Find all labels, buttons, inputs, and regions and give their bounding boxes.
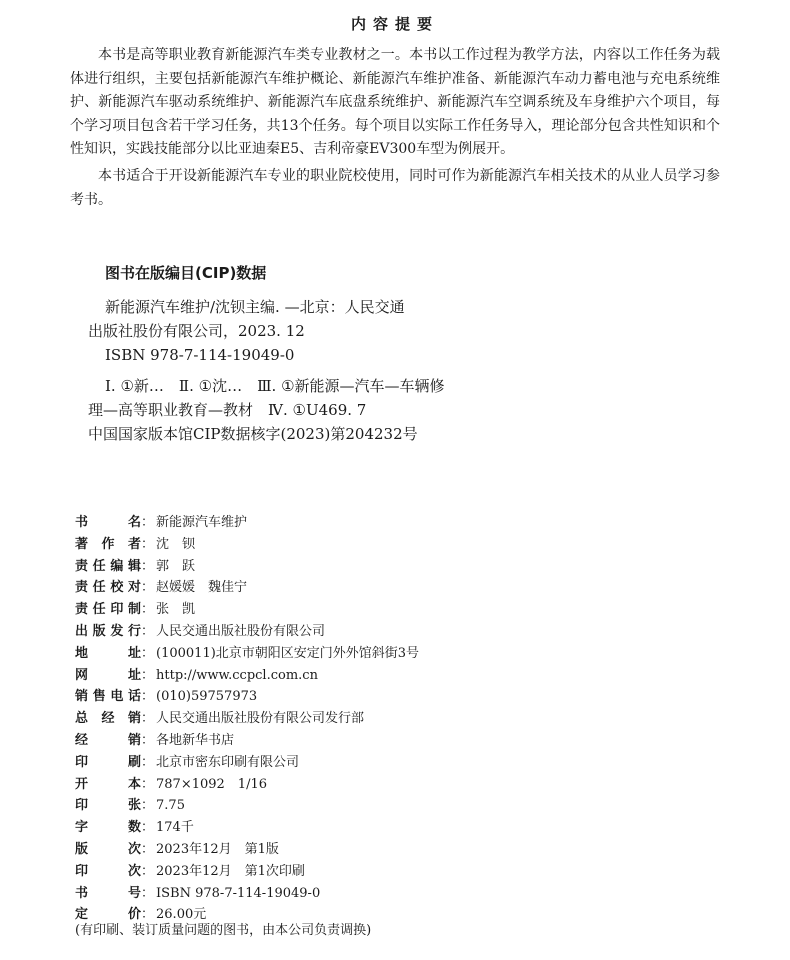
meta-key — [75, 512, 141, 534]
meta-colon: ： — [141, 754, 155, 770]
meta-colon: ： — [141, 623, 155, 639]
meta-key-char: 经 — [101, 711, 115, 727]
meta-colon: ： — [141, 732, 155, 748]
meta-value: 7.75 — [156, 798, 185, 814]
summary — [70, 44, 720, 215]
meta-colon: ： — [141, 841, 155, 857]
cip-class-line: 理—高等职业教育—教材 Ⅳ. ①U469. 7 — [88, 401, 367, 419]
meta-key — [75, 577, 141, 599]
meta-value: 2023年12月 第1次印刷 — [156, 863, 305, 879]
meta-colon: ： — [141, 885, 155, 901]
meta-key — [75, 556, 141, 578]
meta-key-char: 定 — [75, 907, 89, 923]
meta-key — [75, 730, 141, 752]
meta-value: 2023年12月 第1版 — [156, 841, 279, 857]
meta-key-char: 销 — [75, 689, 89, 705]
meta-row — [75, 665, 575, 687]
meta-key-char: 印 — [75, 754, 89, 770]
summary-paragraph: 本书是高等职业教育新能源汽车类专业教材之一。本书以工作过程为教学方法，内容以工作任务为载体进行组织，主要包括新能源汽车维护概论、新能源汽车维护准备、新能源汽车动力蓄电池与充电系统维护、新能源汽车驱动系统维护、新能源汽车底盘系统维护、新能源汽车空调系统及车身维护六个项目，每个学习项目包含若干学习任务，共13个任务。每个项目以实际工作任务导入，理论部分包含共性知识和个性知识，实践技能部分以比亚迪秦E5、吉利帝豪EV300车型为例展开。 — [70, 47, 720, 158]
meta-value: 北京市密东印刷有限公司 — [156, 754, 300, 770]
meta-key-char: 网 — [75, 667, 89, 683]
meta-key-char: 经 — [75, 732, 89, 748]
meta-colon: ： — [141, 667, 155, 683]
meta-row — [75, 795, 575, 817]
cip-isbn: ISBN 978-7-114-19049-0 — [105, 346, 295, 364]
meta-value: 赵媛媛 魏佳宁 — [156, 580, 248, 596]
meta-key-char: 对 — [127, 580, 141, 596]
meta-key-char: 编 — [110, 558, 124, 574]
meta-row — [75, 577, 575, 599]
meta-colon: ： — [141, 820, 155, 836]
meta-key-char: 责 — [75, 558, 89, 574]
cip-class-line: Ⅰ. ①新… Ⅱ. ①沈… Ⅲ. ①新能源—汽车—车辆修 — [105, 377, 445, 395]
meta-row — [75, 839, 575, 861]
meta-key-char: 数 — [127, 820, 141, 836]
meta-key-char: 张 — [127, 798, 141, 814]
meta-colon: ： — [141, 515, 155, 530]
meta-colon: ： — [141, 645, 155, 661]
meta-key-char: 著 — [75, 536, 89, 552]
cip-publisher-line: 出版社股份有限公司，2023. 12 — [88, 322, 305, 340]
meta-value: 26.00元 — [156, 907, 207, 923]
meta-value: (010)59757973 — [156, 689, 258, 705]
meta-value: 各地新华书店 — [156, 732, 235, 748]
meta-colon: ： — [141, 798, 155, 814]
meta-row — [75, 534, 575, 556]
meta-value: (100011)北京市朝阳区安定门外外馆斜街3号 — [156, 645, 420, 661]
meta-row — [75, 599, 575, 621]
meta-key-char: 辑 — [127, 558, 141, 574]
meta-key-char: 次 — [127, 863, 141, 879]
meta-key-char: 开 — [75, 776, 89, 792]
meta-key-char: 本 — [127, 776, 141, 792]
meta-value: 沈 钡 — [156, 536, 196, 552]
meta-key — [75, 752, 141, 774]
meta-key-char: 号 — [127, 885, 141, 901]
meta-key-char: 任 — [92, 580, 106, 596]
meta-value: http://www.ccpcl.com.cn — [156, 667, 318, 683]
meta-key-char: 印 — [110, 602, 124, 618]
meta-key — [75, 883, 141, 905]
meta-key — [75, 708, 141, 730]
meta-key-char: 刷 — [127, 754, 141, 770]
meta-key — [75, 534, 141, 556]
meta-key — [75, 774, 141, 796]
meta-value: 新能源汽车维护 — [156, 515, 248, 530]
meta-key-char: 者 — [127, 536, 141, 552]
meta-colon: ： — [141, 907, 155, 923]
meta-colon: ： — [141, 689, 155, 705]
cip-title-line: 新能源汽车维护/沈钡主编. —北京：人民交通 — [105, 298, 405, 316]
meta-key-char: 书 — [75, 885, 89, 901]
meta-colon: ： — [141, 863, 155, 879]
meta-key-char: 制 — [127, 602, 141, 618]
meta-row — [75, 817, 575, 839]
meta-key-char: 销 — [127, 732, 141, 748]
meta-key-char: 址 — [127, 645, 141, 661]
meta-key-char: 名 — [127, 515, 141, 530]
cip-block — [88, 295, 648, 367]
meta-key — [75, 621, 141, 643]
meta-key-char: 地 — [75, 645, 89, 661]
meta-key-char: 版 — [75, 841, 89, 857]
meta-key-char: 总 — [75, 711, 89, 727]
meta-row — [75, 621, 575, 643]
meta-key-char: 作 — [101, 536, 115, 552]
meta-key-char: 校 — [110, 580, 124, 596]
summary-paragraph: 本书适合于开设新能源汽车专业的职业院校使用，同时可作为新能源汽车相关技术的从业人员学习参考书。 — [70, 167, 720, 208]
meta-key — [75, 817, 141, 839]
meta-colon: ： — [141, 536, 155, 552]
meta-colon: ： — [141, 776, 155, 792]
meta-key — [75, 686, 141, 708]
cip-record: 中国国家版本馆CIP数据核字(2023)第204232号 — [88, 425, 418, 443]
meta-value: 787×1092 1/16 — [156, 776, 267, 792]
copyright-table — [75, 512, 575, 926]
meta-key-char: 出 — [75, 623, 89, 639]
meta-value: ISBN 978-7-114-19049-0 — [156, 885, 321, 901]
meta-value: 人民交通出版社股份有限公司 — [156, 623, 326, 639]
meta-value: 174千 — [156, 820, 194, 836]
meta-colon: ： — [141, 711, 155, 727]
meta-key-char: 书 — [75, 515, 89, 530]
meta-key — [75, 643, 141, 665]
meta-value: 张 凯 — [156, 602, 196, 618]
meta-key-char: 印 — [75, 863, 89, 879]
meta-row — [75, 708, 575, 730]
meta-key — [75, 839, 141, 861]
meta-key-char: 责 — [75, 602, 89, 618]
page-title: 内容提要 — [350, 15, 439, 33]
meta-colon: ： — [141, 602, 155, 618]
meta-key-char: 话 — [127, 689, 141, 705]
meta-row — [75, 752, 575, 774]
quality-note: (有印刷、装订质量问题的图书，由本公司负责调换) — [75, 923, 372, 938]
meta-key — [75, 861, 141, 883]
cip-classification — [88, 374, 648, 446]
meta-key-char: 字 — [75, 820, 89, 836]
meta-row — [75, 686, 575, 708]
meta-key-char: 版 — [92, 623, 106, 639]
meta-key-char: 售 — [92, 689, 106, 705]
meta-key-char: 责 — [75, 580, 89, 596]
meta-key-char: 发 — [110, 623, 124, 639]
meta-value: 郭 跃 — [156, 558, 196, 574]
meta-key-char: 销 — [127, 711, 141, 727]
meta-row — [75, 643, 575, 665]
meta-key-char: 次 — [127, 841, 141, 857]
meta-key-char: 址 — [127, 667, 141, 683]
cip-heading: 图书在版编目(CIP)数据 — [105, 264, 267, 282]
meta-row — [75, 774, 575, 796]
meta-colon: ： — [141, 558, 155, 574]
meta-key-char: 任 — [92, 602, 106, 618]
meta-colon: ： — [141, 580, 155, 596]
meta-row — [75, 861, 575, 883]
meta-value: 人民交通出版社股份有限公司发行部 — [156, 711, 365, 727]
meta-row — [75, 512, 575, 534]
meta-key-char: 行 — [127, 623, 141, 639]
meta-key — [75, 665, 141, 687]
meta-row — [75, 556, 575, 578]
meta-key-char: 电 — [110, 689, 124, 705]
meta-row — [75, 730, 575, 752]
meta-key — [75, 795, 141, 817]
meta-key-char: 任 — [92, 558, 106, 574]
meta-key-char: 印 — [75, 798, 89, 814]
meta-key-char: 价 — [127, 907, 141, 923]
meta-row — [75, 883, 575, 905]
meta-key — [75, 599, 141, 621]
